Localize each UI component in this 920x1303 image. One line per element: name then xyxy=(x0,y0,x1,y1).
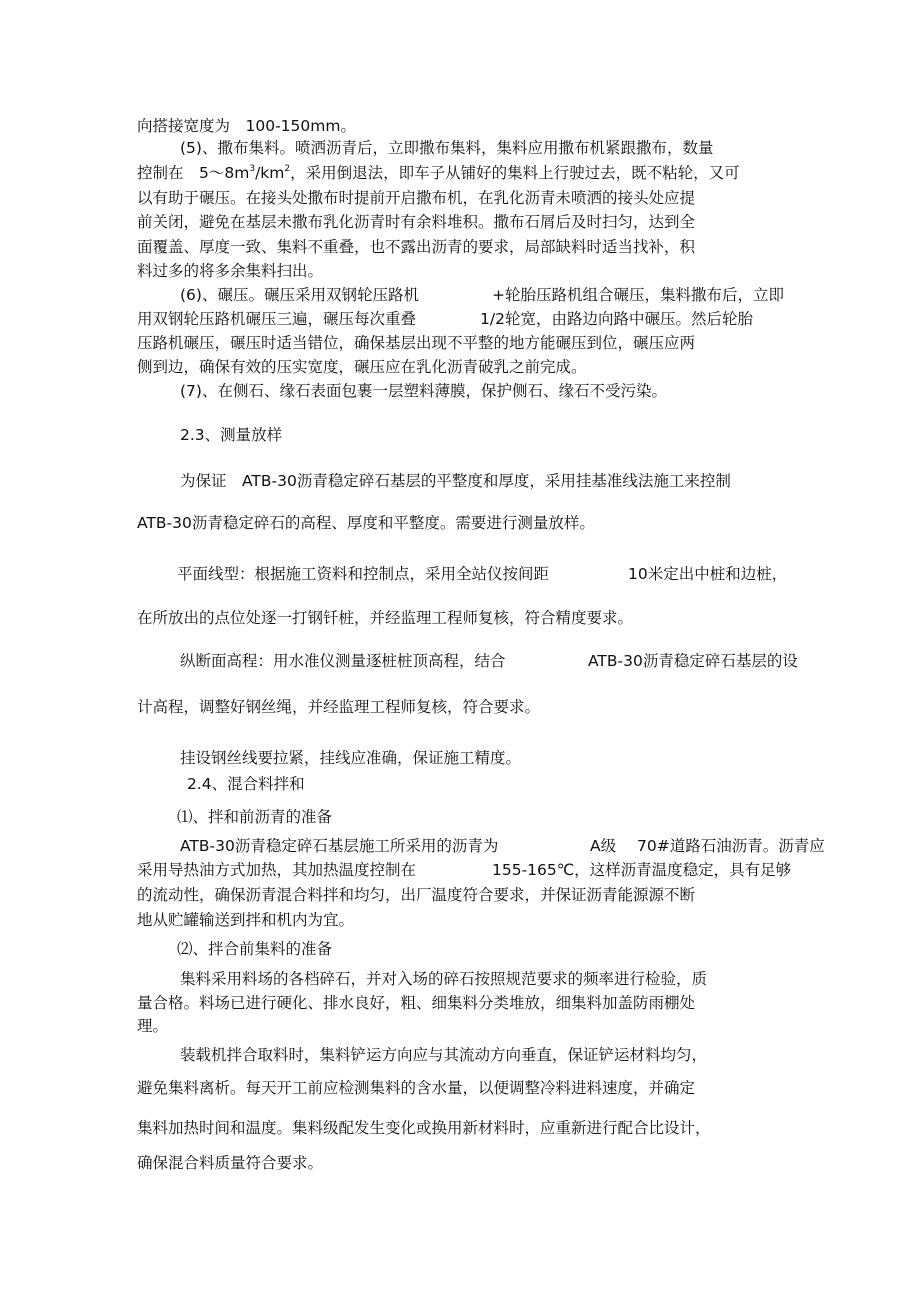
asphalt-line4: 地从贮罐输送到拌和机内为宜。 xyxy=(137,911,355,929)
step6-line3: 压路机碾压，碾压时适当错位，确保基层出现不平整的地方能碾压到位，碾压应两 xyxy=(137,334,696,352)
section-2-3-heading: 2.3、测量放样 xyxy=(180,426,283,444)
step5-line1: (5)、撒布集料。喷洒沥青后，立即撒布集料，集料应用撒布机紧跟撒布，数量 xyxy=(180,139,714,157)
step5-line5: 面覆盖、厚度一致、集料不重叠，也不露出沥青的要求，局部缺料时适当找补，积 xyxy=(137,238,696,256)
asphalt-line1: ATB-30沥青稳定碎石基层施工所采用的沥青为 A级 70#道路石油沥青。沥青应 xyxy=(180,837,825,855)
step6-line2: 用双钢轮压路机碾压三遍，碾压每次重叠 1/2轮宽，由路边向路中碾压。然后轮胎 xyxy=(137,310,753,328)
wire-note: 挂设钢丝线要拉紧，挂线应准确，保证施工精度。 xyxy=(180,749,522,767)
aggregate-prep-heading: ⑵、拌合前集料的准备 xyxy=(177,940,333,958)
survey-intro-line2: ATB-30沥青稳定碎石的高程、厚度和平整度。需要进行测量放样。 xyxy=(137,514,595,532)
step5-line2: 控制在 $5\sim 8m^3/km^2$，采用倒退法，即车子从铺好的集料上行驶过去，既不粘轮，又可 xyxy=(137,164,740,182)
step5-line6: 料过多的将多余集料扫出。 xyxy=(137,262,324,280)
section-2-4-heading: 2.4、混合料拌和 xyxy=(187,775,305,793)
step6-line4: 侧到边，确保有效的压实宽度，碾压应在乳化沥青破乳之前完成。 xyxy=(137,358,587,376)
loader-line2: 避免集料离析。每天开工前应检测集料的含水量，以便调整冷料进料速度，并确定 xyxy=(137,1079,696,1097)
step7-line: (7)、在侧石、缘石表面包裹一层塑料薄膜，保护侧石、缘石不受污染。 xyxy=(180,382,667,400)
profile-line1: 纵断面高程：用水准仪测量逐桩桩顶高程，结合 ATB-30沥青稳定碎石基层的设 xyxy=(180,652,798,670)
step5-line3: 以有助于碾压。在接头处撒布时提前开启撒布机，在乳化沥青未喷洒的接头处应提 xyxy=(137,189,696,207)
asphalt-line2: 采用导热油方式加热，其加热温度控制在 155-165℃，这样沥青温度稳定，具有足够 xyxy=(137,861,792,879)
aggregate-line2: 量合格。料场已进行硬化、排水良好，粗、细集料分类堆放，细集料加盖防雨棚处 xyxy=(137,994,696,1012)
survey-intro-line1: 为保证 ATB-30沥青稳定碎石基层的平整度和厚度，采用挂基准线法施工来控制 xyxy=(180,472,731,490)
plane-line1: 平面线型：根据施工资料和控制点，采用全站仪按间距 10米定出中桩和边桩， xyxy=(177,565,788,583)
asphalt-line3: 的流动性，确保沥青混合料拌和均匀，出厂温度符合要求，并保证沥青能源源不断 xyxy=(137,886,696,904)
loader-line3: 集料加热时间和温度。集料级配发生变化或换用新材料时，应重新进行配合比设计， xyxy=(137,1119,711,1137)
loader-line1: 装载机拌合取料时，集料铲运方向应与其流动方向垂直，保证铲运材料均匀， xyxy=(180,1046,708,1064)
step5-line4: 前关闭，避免在基层未撒布乳化沥青时有余料堆积。撒布石屑后及时扫匀，达到全 xyxy=(137,213,696,231)
step6-line1: (6)、碾压。碾压采用双钢轮压路机 +轮胎压路机组合碾压，集料撒布后，立即 xyxy=(180,286,784,304)
asphalt-prep-heading: ⑴、拌和前沥青的准备 xyxy=(177,808,333,826)
aggregate-line3: 理。 xyxy=(137,1017,169,1035)
plane-line2: 在所放出的点位处逐一打钢钎桩，并经监理工程师复核，符合精度要求。 xyxy=(137,609,634,627)
loader-line4: 确保混合料质量符合要求。 xyxy=(137,1154,324,1172)
profile-line2: 计高程，调整好钢丝绳，并经监理工程师复核，符合要求。 xyxy=(137,698,541,716)
aggregate-line1: 集料采用料场的各档碎石，并对入场的碎石按照规范要求的频率进行检验，质 xyxy=(180,970,708,988)
overlap-width-line: 向搭接宽度为 100-150mm。 xyxy=(137,117,356,135)
